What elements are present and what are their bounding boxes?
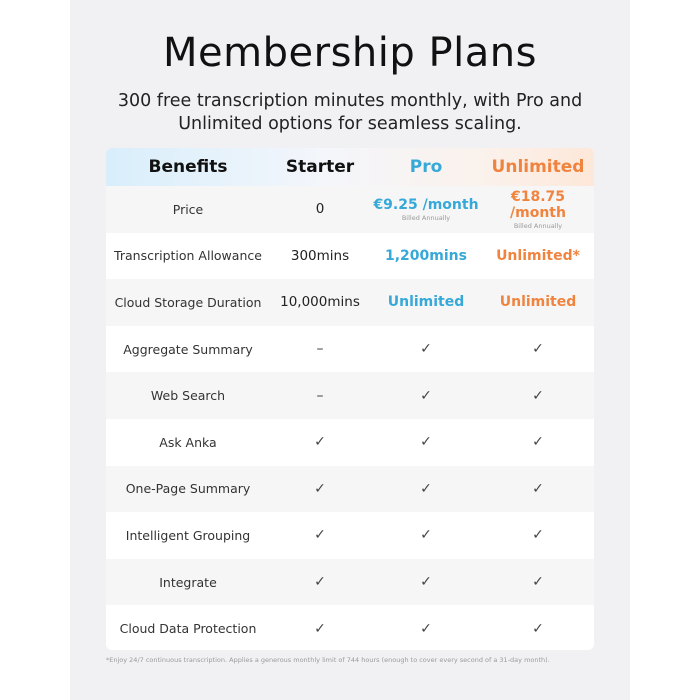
row-label: Intelligent Grouping (125, 527, 251, 543)
header-starter: Starter (285, 157, 355, 177)
pro-billing-note: Billed Annually (401, 213, 451, 222)
pro-price-cell (370, 186, 482, 233)
starter-value: 300mins (290, 247, 350, 264)
check-icon: ✓ (532, 527, 544, 544)
page-subtitle: 300 free transcription minutes monthly, with Pro and Unlimited options for seamless scaling. (117, 91, 583, 134)
pro-price: €9.25 /month (373, 196, 479, 213)
check-icon: ✓ (420, 480, 432, 497)
header-unlimited: Unlimited (491, 157, 585, 177)
pro-value: Unlimited (387, 294, 465, 311)
table-row-storage (106, 279, 594, 326)
check-icon: ✓ (532, 574, 544, 591)
table-row-feature (106, 605, 594, 650)
table-header (106, 148, 594, 186)
row-label: Transcription Allowance (114, 248, 262, 264)
footnote: *Enjoy 24/7 continuous transcription. Applies a generous monthly limit of 744 hours (enough to cover every second of a 31-day month). (106, 656, 550, 664)
row-label: Aggregate Summary (123, 341, 253, 357)
comparison-table (106, 148, 594, 650)
row-label: Integrate (159, 574, 217, 590)
row-label: Cloud Data Protection (119, 621, 257, 637)
unlimited-price: €18.75 /month (510, 188, 566, 221)
row-label: Price (172, 201, 204, 217)
table-row-feature (106, 466, 594, 513)
check-icon: ✓ (314, 527, 326, 544)
table-row-feature (106, 419, 594, 466)
table-row-feature (106, 326, 594, 373)
check-icon: ✓ (314, 574, 326, 591)
dash-icon: – (316, 387, 324, 404)
check-icon: ✓ (314, 480, 326, 497)
table-row-feature (106, 512, 594, 559)
check-icon: ✓ (420, 574, 432, 591)
check-icon: ✓ (420, 527, 432, 544)
check-icon: ✓ (532, 480, 544, 497)
check-icon: ✓ (420, 434, 432, 451)
check-icon: ✓ (420, 387, 432, 404)
row-label: Web Search (150, 388, 226, 404)
table-row-feature (106, 559, 594, 606)
check-icon: ✓ (532, 620, 544, 637)
check-icon: ✓ (314, 434, 326, 451)
unlimited-price-cell (482, 186, 594, 233)
table-row-allowance (106, 233, 594, 280)
check-icon: ✓ (314, 620, 326, 637)
check-icon: ✓ (420, 341, 432, 358)
unlimited-value: Unlimited* (496, 247, 580, 264)
check-icon: ✓ (532, 341, 544, 358)
page-title: Membership Plans (163, 30, 537, 76)
header-benefits: Benefits (148, 157, 228, 177)
row-label: Cloud Storage Duration (114, 294, 262, 310)
row-label: Ask Anka (159, 434, 217, 450)
unlimited-billing-note: Billed Annually (513, 221, 563, 230)
table-row-price (106, 186, 594, 233)
unlimited-value: Unlimited (499, 294, 577, 311)
dash-icon: – (316, 341, 324, 358)
header-pro: Pro (409, 157, 443, 177)
check-icon: ✓ (532, 434, 544, 451)
row-label: One-Page Summary (125, 481, 251, 497)
starter-price: 0 (315, 201, 325, 218)
check-icon: ✓ (420, 620, 432, 637)
pro-value: 1,200mins (385, 247, 467, 264)
table-row-feature (106, 372, 594, 419)
check-icon: ✓ (532, 387, 544, 404)
starter-value: 10,000mins (280, 294, 360, 311)
plans-panel (70, 0, 630, 700)
